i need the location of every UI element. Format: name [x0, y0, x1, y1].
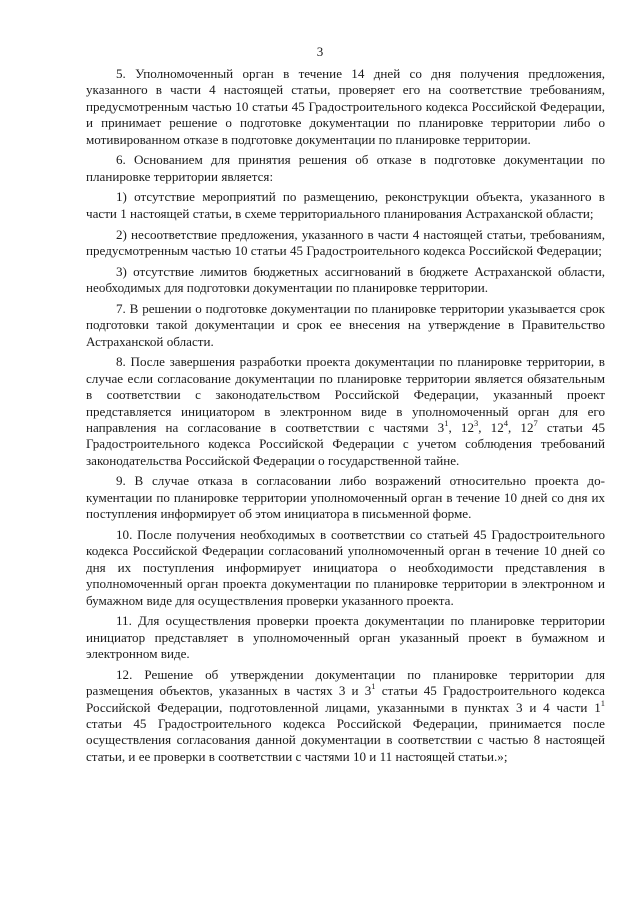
text-segment: 6. Основанием для принятия решения об отказе в подготовке документации по планировке территории является: [86, 152, 605, 184]
paragraph-p5 [86, 66, 605, 148]
text-segment: 3) отсутствие лимитов бюджетных ассигнований в бюджете Астраханской области, необходимых для подготовки документации по планировке территории. [86, 263, 605, 296]
text-segment: , 12 [508, 419, 534, 435]
page-number: 3 [316, 44, 324, 59]
paragraph-p12 [86, 667, 605, 765]
text-segment: статьи 45 Градостроительного кодекса Российской Федерации с учетом соблюдения требований законодательства Российской Федерации о государственной тайне. [86, 419, 606, 468]
paragraph-p6-2 [86, 227, 605, 260]
text-segment: 12. Решение об утверждении документации по планировке территории для размещения объектов, указанных в частях 3 и 3 [86, 666, 605, 699]
paragraph-p6-3 [86, 264, 605, 297]
paragraph-p9 [86, 473, 605, 522]
document-body [86, 66, 605, 765]
text-segment: , 12 [448, 419, 474, 435]
text-segment: статьи 45 Градостроительного кодекса Российской Федерации, принимается после осуществления согласования данной документации в соответствии с частью 8 настоящей статьи, и ее проверки в соответствии с частями 10 и 11 настоящей статьи.»; [86, 716, 605, 764]
paragraph-p7 [86, 301, 605, 350]
text-segment: 2) несоответствие предложения, указанного в части 4 настоящей статьи, требованиям, предусмотренным частью 10 статьи 45 Градостроительного кодекса Российской Федерации; [86, 226, 605, 258]
superscript: 3 [474, 417, 479, 428]
text-segment: 11. Для осуществления проверки проекта документации по планировке территории инициатор представляет в уполномоченный орган указанный проект в бумажном и электронном виде. [86, 613, 605, 662]
text-segment: 9. В случае отказа в согласовании либо возражений относительно проекта документации по планировке территории уполномоченный орган в течение 10 дней со дня их поступления информирует об этом инициатора в письменной форме. [86, 473, 605, 522]
paragraph-p10 [86, 527, 605, 609]
paragraph-p6-1 [86, 189, 605, 222]
paragraph-p8 [86, 354, 605, 469]
text-segment: , 12 [478, 419, 504, 435]
paragraph-p11 [86, 613, 605, 662]
text-segment: 5. Уполномоченный орган в течение 14 дней со дня получения предложения, указанного в части 4 настоящей статьи, проверяет его на соответствие требованиям, предусмотренным частью 10 статьи 45 Градостроительного кодекса Российской Федерации, и принимает решение о подготовке документации по планировке территории либо о мотивированном отказе в подготовке документации по планировке территории. [86, 66, 605, 147]
text-segment: 8. После завершения разработки проекта документации по планировке территории, в случае если согласование документации по планировке территории является обязательным в соответствии с законодательством Российской Федерации, указанный проект представляется инициатором в электронном виде в уполномоченный орган для его направления на согласование в соответствии с частями 3 [86, 354, 605, 435]
superscript: 1 [371, 681, 376, 692]
superscript: 1 [600, 697, 605, 708]
superscript: 1 [444, 417, 449, 428]
superscript: 7 [533, 417, 538, 428]
paragraph-p6 [86, 152, 605, 185]
text-segment: 10. После получения необходимых в соответствии со статьей 45 Градостроительного кодекса Российской Федерации согласований уполномоченный орган в течение 10 дней со дня их поступления информирует инициатора о необходимости представления в уполномоченный орган проекта документации по планировке территории в электронном и бумажном виде для осуществления проверки указанного проекта. [86, 526, 605, 608]
text-segment: статьи 45 Градостроительного кодекса Российской Федерации, подготовленной лицами, указанными в пунктах 3 и 4 части 1 [86, 683, 605, 715]
text-segment: 7. В решении о подготовке документации по планировке территории указывается срок подготовки такой документации и срок ее внесения на утверждение в Правительство Астраханской области. [86, 300, 605, 349]
superscript: 4 [503, 417, 509, 428]
text-segment: 1) отсутствие мероприятий по размещению, реконструкции объекта, указанного в части 1 настоящей статьи, в схеме территориального планирования Астраханской области; [86, 189, 605, 221]
